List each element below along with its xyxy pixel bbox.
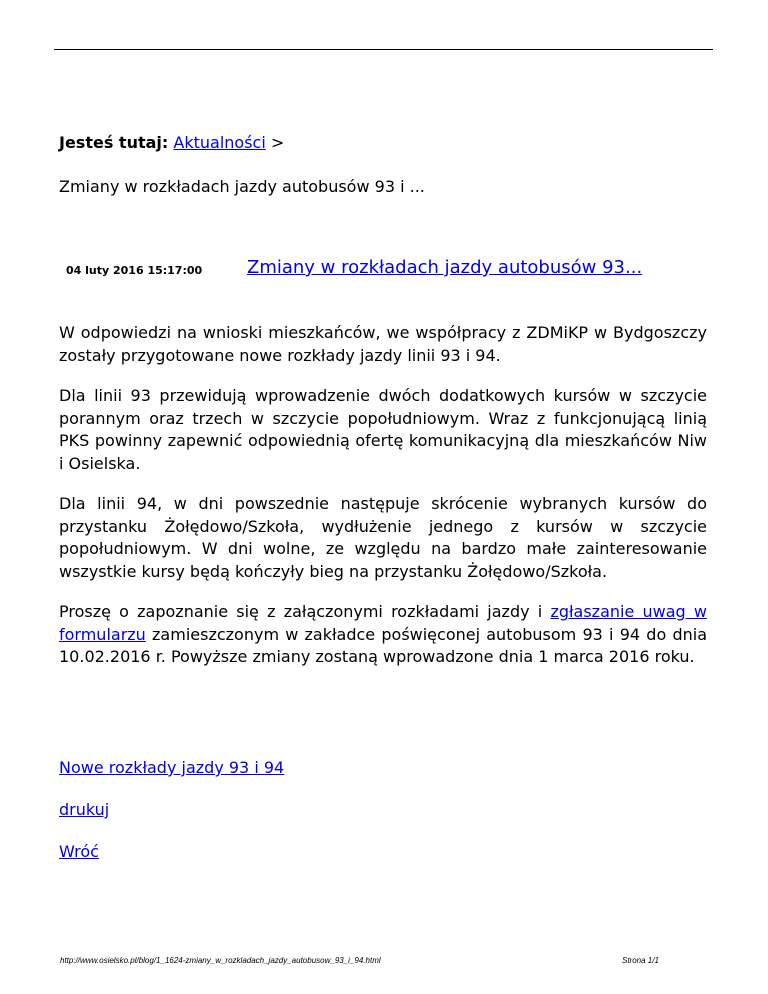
- breadcrumb-link-news[interactable]: Aktualności: [173, 133, 266, 152]
- article-body: [59, 322, 707, 687]
- back-link[interactable]: Wróć: [59, 842, 99, 861]
- article-datetime: 04 luty 2016 15:17:00: [66, 264, 203, 277]
- article-paragraph: Dla linii 93 przewidują wprowadzenie dwóch dodatkowych kursów w szczycie porannym oraz trzech w szczycie popołudniowym. Wraz z funkcjonującą linią PKS powinny zapewnić odpowiednią ofertę komunikacyjną dla mieszkańców Niw i Osielska.: [59, 386, 707, 473]
- print-link[interactable]: drukuj: [59, 800, 110, 819]
- paragraph-text: Proszę o zapoznanie się z załączonymi rozkładami jazdy i: [59, 602, 543, 621]
- article-paragraph: W odpowiedzi na wnioski mieszkańców, we współpracy z ZDMiKP w Bydgoszczy zostały przygotowane nowe rozkłady jazdy linii 93 i 94.: [59, 323, 707, 365]
- top-divider: [54, 49, 713, 50]
- breadcrumb: [59, 133, 284, 152]
- footer-url: http://www.osielsko.pl/blog/1_1624-zmiany_w_rozkladach_jazdy_autobusow_93_i_94.html: [60, 956, 381, 965]
- page-title: Zmiany w rozkładach jazdy autobusów 93 i ...: [59, 177, 425, 196]
- footer-page-number: Strona 1/1: [622, 956, 659, 965]
- article-paragraph: [59, 601, 707, 669]
- action-links: [59, 757, 284, 883]
- breadcrumb-separator: >: [270, 133, 285, 152]
- breadcrumb-label: Jesteś tutaj:: [59, 133, 169, 152]
- attachment-link[interactable]: Nowe rozkłady jazdy 93 i 94: [59, 758, 285, 777]
- paragraph-text: zamieszczonym w zakładce poświęconej autobusom 93 i 94 do dnia 10.02.2016 r. Powyższe zmiany zostaną wprowadzone dnia 1 marca 2016 roku.: [59, 624, 707, 666]
- article-paragraph: Dla linii 94, w dni powszednie następuje skrócenie wybranych kursów do przystanku Żołędowo/Szkoła, wydłużenie jednego z kursów w szczycie popołudniowym. W dni wolne, ze względu na bardzo małe zainteresowanie wszystkie kursy będą kończyły bieg na przystanku Żołędowo/Szkoła.: [59, 494, 707, 581]
- feedback-form-link[interactable]: zgłaszanie uwag w formularzu: [59, 602, 707, 644]
- article-headline-link[interactable]: Zmiany w rozkładach jazdy autobusów 93...: [247, 257, 643, 278]
